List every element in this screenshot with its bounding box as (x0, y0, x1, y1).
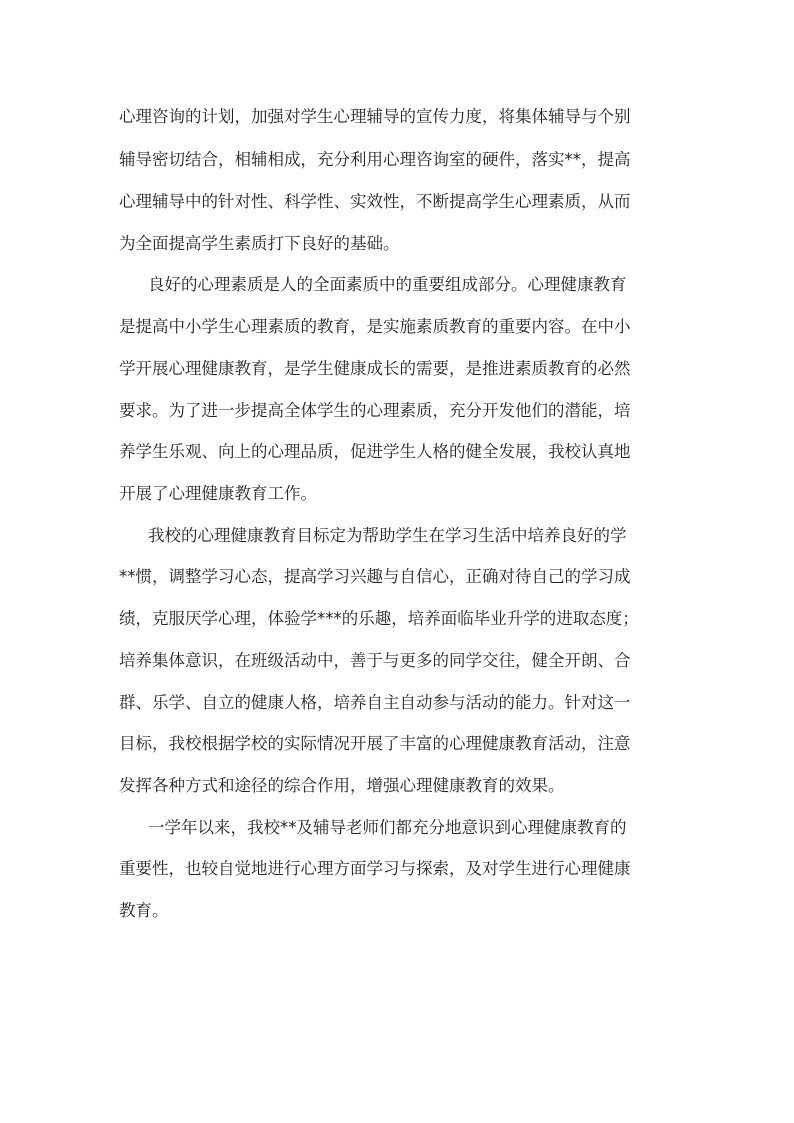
text-line: 绩，克服厌学心理，体验学***的乐趣，培养面临毕业升学的进取态度； (119, 609, 639, 628)
text-line: **惯，调整学习心态，提高学习兴趣与自信心，正确对待自己的学习成 (119, 567, 631, 586)
text-line: 教育。 (119, 901, 169, 920)
text-line: 重要性，也较自觉地进行心理方面学习与探索，及对学生进行心理健康 (119, 859, 631, 878)
text-line: 心理辅导中的针对性、科学性、实效性，不断提高学生心理素质，从而 (119, 192, 631, 211)
text-line: 辅导密切结合，相辅相成，充分利用心理咨询室的硬件，落实**，提高 (119, 150, 631, 169)
text-line: 一学年以来，我校**及辅导老师们都充分地意识到心理健康教育的 (148, 818, 627, 837)
text-line: 发挥各种方式和途径的综合作用，增强心理健康教育的效果。 (119, 776, 565, 795)
text-line: 培养集体意识，在班级活动中，善于与更多的同学交往，健全开朗、合 (119, 651, 631, 670)
text-line: 学开展心理健康教育，是学生健康成长的需要，是推进素质教育的必然 (119, 359, 631, 378)
text-line: 开展了心理健康教育工作。 (119, 484, 317, 503)
text-line: 我校的心理健康教育目标定为帮助学生在学习生活中培养良好的学 (148, 526, 627, 545)
text-line: 心理咨询的计划，加强对学生心理辅导的宣传力度，将集体辅导与个别 (119, 107, 631, 126)
text-line: 为全面提高学生素质打下良好的基础。 (119, 234, 400, 253)
text-line: 是提高中小学生心理素质的教育，是实施素质教育的重要内容。在中小 (119, 317, 631, 336)
text-line: 良好的心理素质是人的全面素质中的重要组成部分。心理健康教育 (148, 275, 627, 294)
text-line: 养学生乐观、向上的心理品质，促进学生人格的健全发展，我校认真地 (119, 442, 631, 461)
text-line: 群、乐学、自立的健康人格，培养自主自动参与活动的能力。针对这一 (119, 693, 631, 712)
text-line: 目标，我校根据学校的实际情况开展了丰富的心理健康教育活动，注意 (119, 734, 631, 753)
text-line: 要求。为了进一步提高全体学生的心理素质，充分开发他们的潜能，培 (119, 401, 631, 420)
